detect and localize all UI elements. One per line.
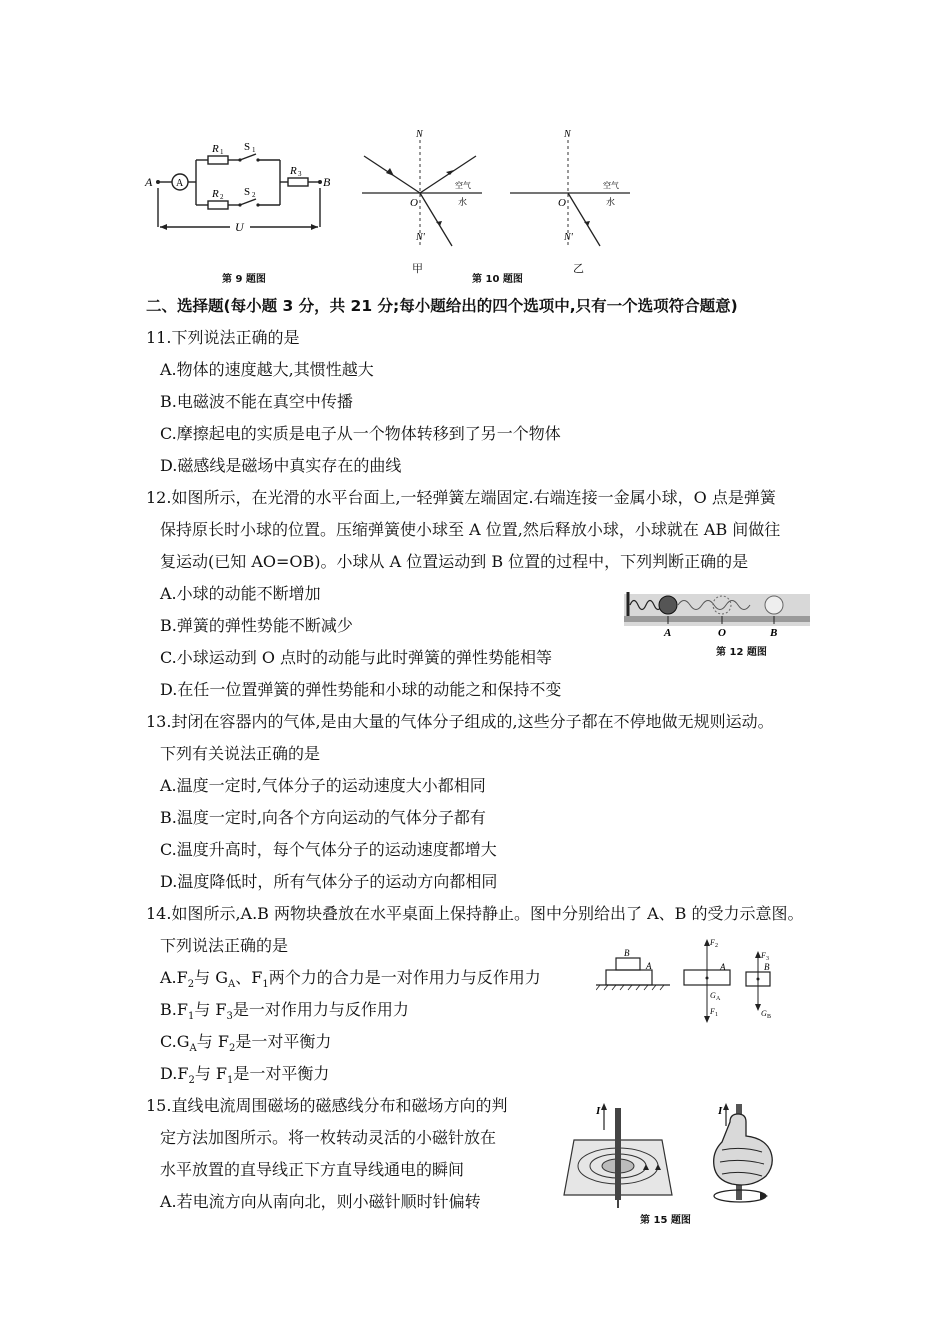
figure-15-magnetic-field: [560, 1100, 806, 1210]
fig14-F3: F: [761, 951, 766, 960]
q14-a-part2: 与 G: [194, 968, 228, 987]
figure-12-spring: [622, 590, 814, 640]
q11-option-d: D.磁感线是磁场中真实存在的曲线: [160, 456, 402, 475]
q14-b-part1: B.F: [160, 1000, 188, 1019]
q14-c-part1: C.G: [160, 1032, 190, 1051]
q14-b-part2: 与 F: [194, 1000, 227, 1019]
fig9-label-S2: S: [244, 186, 251, 198]
section-heading: 二、选择题(每小题 3 分，共 21 分;每小题给出的四个选项中,只有一个选项符合题意): [146, 297, 738, 315]
fig10-caption: 第 10 题图: [472, 274, 523, 285]
q12-option-b: B.弹簧的弹性势能不断减少: [160, 616, 353, 635]
fig9-label-S1: S: [244, 141, 251, 153]
q14-option-b: [160, 1000, 409, 1027]
fig14-GA-sub: A: [716, 996, 721, 1002]
q14-d-part2: 与 F: [194, 1064, 228, 1083]
q11-stem: 11.下列说法正确的是: [146, 328, 300, 347]
q12-stem-line-1: 12.如图所示，在光滑的水平台面上,一轻弹簧左端固定.右端连接一金属小球，O 点是弹簧: [146, 488, 776, 507]
figure-9-circuit: [140, 130, 335, 245]
fig10-left-air: 空气: [455, 181, 471, 190]
fig10-right-O: O: [558, 197, 566, 209]
q15-option-a: A.若电流方向从南向北，则小磁针顺时针偏转: [160, 1192, 481, 1211]
q14-d-part3: 是一对平衡力: [233, 1064, 330, 1083]
fig10-right-N: N: [564, 129, 571, 140]
q11-option-c: C.摩擦起电的实质是电子从一个物体转移到了另一个物体: [160, 424, 561, 443]
q14-option-d: [160, 1064, 329, 1091]
fig9-label-A: A: [145, 175, 153, 189]
fig14-F3-sub: 3: [766, 956, 769, 962]
q13-stem-line-2: 下列有关说法正确的是: [160, 744, 321, 763]
q15-stem-line-2: 定方法加图所示。将一枚转动灵活的小磁针放在: [160, 1128, 497, 1147]
q14-b-part3: 是一对作用力与反作用力: [232, 1000, 409, 1019]
q14-b-sub2: 3: [226, 1011, 233, 1023]
fig14-GB: G: [761, 1009, 767, 1018]
fig10-left-O: O: [410, 197, 418, 209]
fig14-GB-sub: B: [767, 1014, 772, 1020]
fig10-right-air: 空气: [603, 181, 619, 190]
figure-10-left: [358, 128, 488, 253]
q15-stem-line-1: 15.直线电流周围磁场的磁感线分布和磁场方向的判: [146, 1096, 508, 1115]
q13-option-c: C.温度升高时，每个气体分子的运动速度都增大: [160, 840, 497, 859]
fig9-label-S1-sub: 1: [252, 146, 256, 154]
fig10-left-water: 水: [458, 197, 468, 207]
fig9-label-R1-sub: 1: [220, 148, 224, 156]
fig9-label-R3-sub: 3: [298, 170, 302, 178]
q13-option-b: B.温度一定时,向各个方向运动的气体分子都有: [160, 808, 486, 827]
q14-c-part3: 是一对平衡力: [235, 1032, 332, 1051]
fig9-label-S2-sub: 2: [252, 191, 256, 199]
q13-option-d: D.温度降低时，所有气体分子的运动方向都相同: [160, 872, 498, 891]
fig12-label-O: O: [718, 627, 726, 639]
q14-a-part3: 、F: [235, 968, 263, 987]
q14-stem-line-2: 下列说法正确的是: [160, 936, 289, 955]
fig14-F1: F: [710, 1007, 715, 1016]
fig9-label-B: B: [323, 175, 331, 189]
fig10-right-water: 水: [606, 197, 616, 207]
fig15-caption: 第 15 题图: [640, 1215, 691, 1226]
fig9-label-U: U: [235, 220, 244, 234]
q14-a-sub1: 2: [187, 979, 195, 991]
q14-c-part2: 与 F: [196, 1032, 229, 1051]
q14-b-sub1: 1: [187, 1011, 195, 1023]
fig14-F2-sub: 2: [715, 943, 718, 949]
fig9-label-R1: R: [212, 143, 219, 155]
q15-stem-line-3: 水平放置的直导线正下方直导线通电的瞬间: [160, 1160, 465, 1179]
q11-option-b: B.电磁波不能在真空中传播: [160, 392, 353, 411]
fig9-caption: 第 9 题图: [222, 274, 266, 285]
q12-option-d: D.在任一位置弹簧的弹性势能和小球的动能之和保持不变: [160, 680, 562, 699]
q14-a-sub3: 1: [262, 979, 269, 991]
q14-a-part4: 两个力的合力是一对作用力与反作用力: [268, 968, 541, 987]
fig14-blockB-label: B: [764, 962, 770, 972]
fig9-ammeter-label: A: [176, 178, 184, 189]
fig14-blockA-label: A: [720, 962, 726, 972]
q12-option-c: C.小球运动到 O 点时的动能与此时弹簧的弹性势能相等: [160, 648, 553, 667]
fig14-GA: G: [710, 991, 716, 1000]
q14-d-sub1: 2: [188, 1075, 195, 1087]
fig10-left-N-prime: N': [416, 232, 425, 243]
q14-d-part1: D.F: [160, 1064, 189, 1083]
q13-option-a: A.温度一定时,气体分子的运动速度大小都相同: [160, 776, 486, 795]
fig14-F1-sub: 1: [715, 1012, 718, 1018]
q14-option-a: [160, 968, 541, 995]
q14-c-sub2: 2: [228, 1043, 236, 1055]
fig10-right-N-prime: N': [564, 232, 573, 243]
q11-option-a: A.物体的速度越大,其惯性越大: [160, 360, 374, 379]
fig14-stack-B: B: [624, 948, 630, 958]
fig15-current-right: I: [718, 1105, 723, 1117]
q14-stem-line-1: 14.如图所示,A.B 两物块叠放在水平桌面上保持静止。图中分别给出了 A、B 的受力示意图。: [146, 904, 804, 923]
q14-a-sub2: A: [228, 979, 236, 991]
q14-a-part1: A.F: [160, 968, 188, 987]
fig14-stack-A: A: [646, 961, 652, 971]
figure-10-right: [506, 128, 636, 253]
q12-stem-line-3: 复运动(已知 AO=OB)。小球从 A 位置运动到 B 位置的过程中，下列判断正确的是: [160, 552, 749, 571]
fig12-caption: 第 12 题图: [716, 647, 767, 658]
q12-stem-line-2: 保持原长时小球的位置。压缩弹簧使小球至 A 位置,然后释放小球，小球就在 AB 间做往: [160, 520, 781, 539]
fig12-label-B: B: [770, 627, 778, 639]
q14-c-sub1: A: [189, 1043, 197, 1055]
fig14-F2: F: [710, 938, 715, 947]
q13-stem-line-1: 13.封闭在容器内的气体,是由大量的气体分子组成的,这些分子都在不停地做无规则运动。: [146, 712, 774, 731]
fig10-left-caption: 甲: [412, 262, 423, 275]
q14-d-sub2: 1: [227, 1075, 234, 1087]
fig9-label-R3: R: [290, 165, 297, 177]
fig10-left-N: N: [416, 129, 423, 140]
q12-option-a: A.小球的动能不断增加: [160, 584, 321, 603]
figure-14-forces: [596, 936, 800, 1026]
fig10-right-caption: 乙: [573, 262, 584, 275]
fig12-label-A: A: [664, 627, 672, 639]
fig9-label-R2-sub: 2: [220, 193, 224, 201]
fig15-current-left: I: [596, 1105, 601, 1117]
fig9-label-R2: R: [212, 188, 219, 200]
q14-option-c: [160, 1032, 331, 1059]
